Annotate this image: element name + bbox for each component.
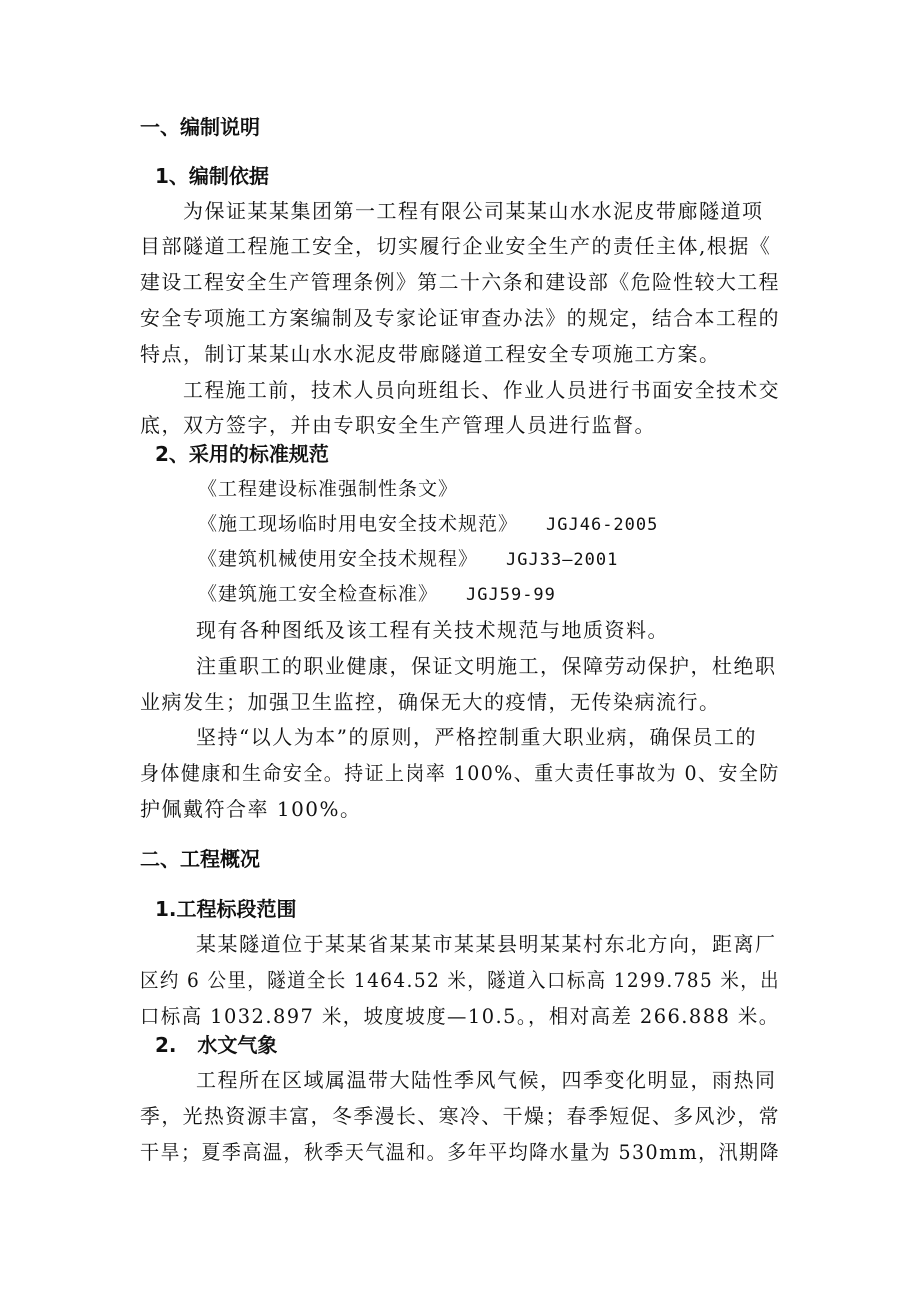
subsection-heading-standards: 2、采用的标准规范: [155, 442, 329, 466]
paragraph-line: 注重职工的职业健康，保证文明施工，保障劳动保护，杜绝职: [196, 654, 777, 678]
paragraph-line: 季，光热资源丰富，冬季漫长、寒冷、干燥；春季短促、多风沙，常: [140, 1104, 780, 1128]
paragraph-line: 工程施工前，技术人员向班组长、作业人员进行书面安全技术交: [183, 378, 781, 402]
paragraph-line: 特点，制订某某山水水泥皮带廊隧道工程安全专项施工方案。: [140, 342, 721, 366]
paragraph-line: 现有各种图纸及该工程有关技术规范与地质资料。: [196, 618, 669, 642]
standard-item: [198, 477, 458, 501]
standard-item: [198, 582, 556, 607]
paragraph-line: 干旱；夏季高温，秋季天气温和。多年平均降水量为 530mm，汛期降: [140, 1140, 780, 1164]
paragraph-line: 目部隧道工程施工安全，切实履行企业安全生产的责任主体,根据《: [140, 234, 772, 258]
standard-item: [198, 547, 618, 572]
paragraph-line: 安全专项施工方案编制及专家论证审查办法》的规定，结合本工程的: [140, 306, 780, 330]
standard-item: [198, 512, 658, 537]
paragraph-line: 底，双方签字，并由专职安全生产管理人员进行监督。: [140, 413, 656, 437]
paragraph-line: 护佩戴符合率 100%。: [140, 797, 362, 821]
paragraph-line: 业病发生；加强卫生监控，确保无大的疫情，无传染病流行。: [140, 690, 721, 714]
standard-name: 《施工现场临时用电安全技术规范》: [198, 513, 519, 535]
paragraph-line: 身体健康和生命安全。持证上岗率 100%、重大责任事故为 0、安全防: [140, 761, 780, 785]
paragraph-line: 工程所在区域属温带大陆性季风气候，四季变化明显，雨热同: [196, 1068, 777, 1092]
paragraph-line: 某某隧道位于某某省某某市某某县明某某村东北方向，距离厂: [196, 932, 777, 956]
subsection-heading-hydrology: 2. 水文气象: [155, 1033, 278, 1057]
paragraph-line: 区约 6 公里，隧道全长 1464.52 米，隧道入口标高 1299.785 米，出: [140, 968, 781, 992]
section-heading-1: 一、编制说明: [140, 115, 260, 139]
standard-code: JGJ46-2005: [546, 515, 659, 535]
subsection-heading-scope: 1.工程标段范围: [155, 897, 297, 921]
section-heading-2: 二、工程概况: [140, 847, 260, 871]
standard-name: 《工程建设标准强制性条文》: [198, 478, 459, 500]
standard-code: JGJ33—2001: [506, 550, 619, 570]
subsection-heading-basis: 1、编制依据: [155, 164, 269, 188]
paragraph-line: 坚持“以人为本”的原则，严格控制重大职业病，确保员工的: [196, 725, 757, 749]
standard-code: JGJ59-99: [466, 585, 556, 605]
paragraph-line: 为保证某某集团第一工程有限公司某某山水水泥皮带廊隧道项: [183, 199, 764, 223]
paragraph-line: 建设工程安全生产管理条例》第二十六条和建设部《危险性较大工程: [140, 270, 780, 294]
paragraph-line: 口标高 1032.897 米，坡度坡度—10.5。，相对高差 266.888 米。: [140, 1004, 780, 1028]
standard-name: 《建筑施工安全检查标准》: [198, 583, 439, 605]
standard-name: 《建筑机械使用安全技术规程》: [198, 548, 479, 570]
